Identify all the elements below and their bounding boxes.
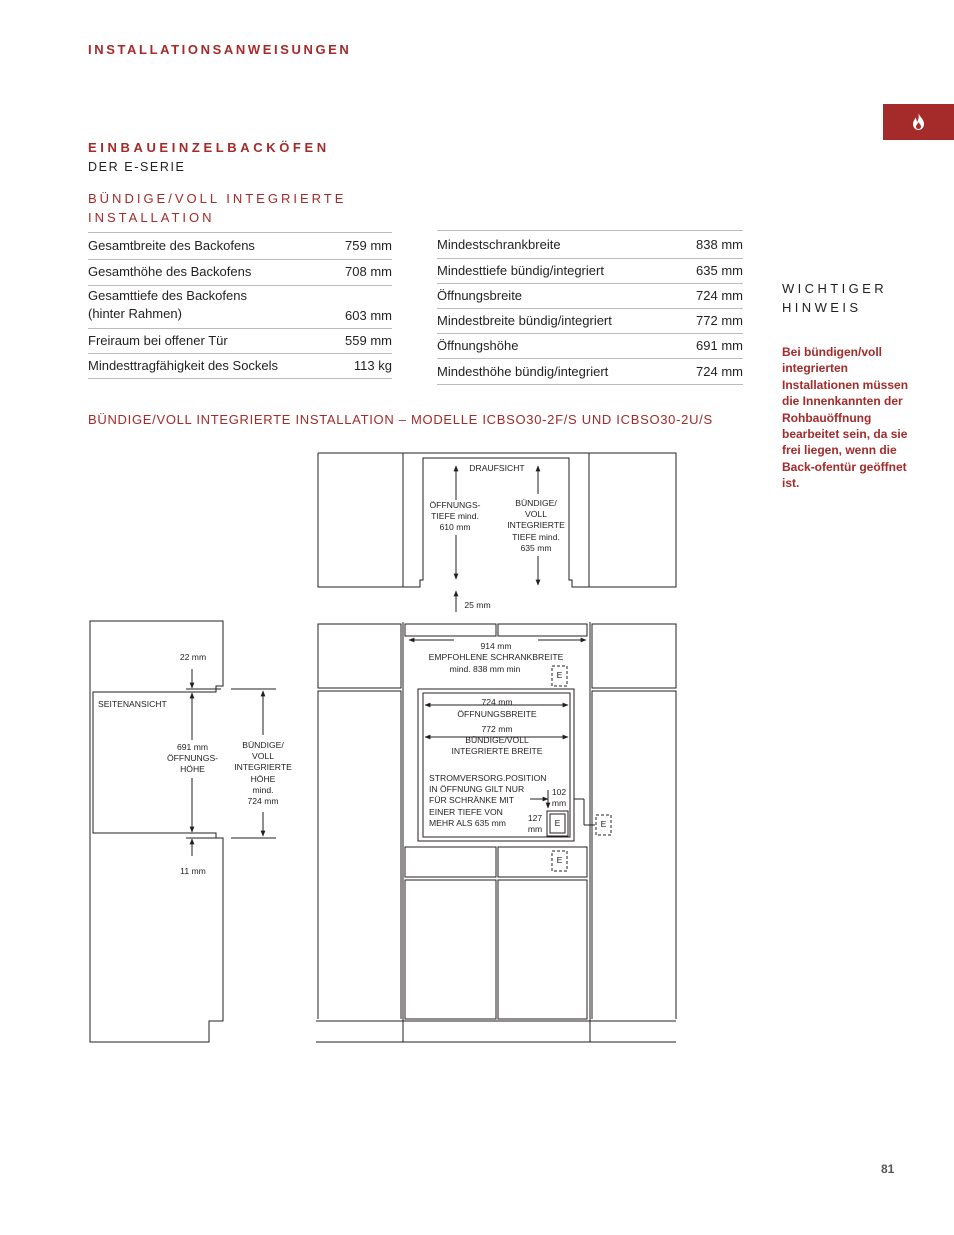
flush-depth-label: BÜNDIGE/ VOLL INTEGRIERTE TIEFE mind. 635 mm <box>507 498 565 553</box>
note-body: Bei bündigen/voll integrierten Installationen müssen die Innenkannten der Rohbauöffnung bearbeitet sein, da sie frei liegen, wenn die Back-ofentür geöffnet ist. <box>782 345 909 491</box>
spec-value: 838 mm <box>678 231 743 259</box>
power-box-label: E <box>556 855 563 865</box>
spec-value: 113 kg <box>332 354 392 379</box>
spec-label: Gesamtbreite des Backofens <box>88 233 332 260</box>
section-subtitle: DER E-SERIE <box>88 160 186 174</box>
gap-25-label: 25 mm <box>464 600 491 610</box>
spec-label: Mindestschrankbreite <box>437 231 678 259</box>
page-number: 81 <box>881 1162 895 1176</box>
dim-102-label: 102 mm <box>551 787 567 809</box>
dim-127-label: 127 mm <box>527 813 543 835</box>
install-title: BÜNDIGE/VOLL INTEGRIERTE INSTALLATION <box>88 191 347 225</box>
side-view <box>90 621 276 1042</box>
spec-value: 691 mm <box>678 334 743 359</box>
spec-label: Gesamthöhe des Backofens <box>88 260 332 286</box>
page-header: INSTALLATIONSANWEISUNGEN <box>88 42 352 57</box>
spec-value: 759 mm <box>332 233 392 260</box>
gap-11-label: 11 mm <box>180 866 206 876</box>
spec-value: 724 mm <box>678 359 743 385</box>
power-box-label: E <box>554 818 561 828</box>
spec-label: Gesamttiefe des Backofens <box>88 288 247 303</box>
opening-width-label: ÖFFNUNGSBREITE <box>457 709 537 719</box>
side-view-label: SEITENANSICHT <box>98 699 167 709</box>
gap-22-label: 22 mm <box>179 652 207 662</box>
opening-depth-label: ÖFFNUNGS- TIEFE mind. 610 mm <box>429 500 481 533</box>
note-heading-line: WICHTIGER <box>782 281 887 296</box>
flush-width-label: BÜNDIGE/VOLL INTEGRIERTE BREITE <box>451 735 543 757</box>
spec-label: Mindesthöhe bündig/integriert <box>437 359 678 385</box>
spec-label: Freiraum bei offener Tür <box>88 329 332 354</box>
cabinet-width-label: EMPFOHLENE SCHRANKBREITE <box>428 652 564 662</box>
diagram-title: BÜNDIGE/VOLL INTEGRIERTE INSTALLATION – MODELLE ICBSO30-2F/S UND ICBSO30-2U/S <box>88 412 713 427</box>
power-box-label: E <box>600 819 607 829</box>
spec-value: 603 mm <box>332 286 392 329</box>
flush-width-dim: 772 mm <box>481 724 513 734</box>
top-view <box>318 453 676 612</box>
opening-height-label: 691 mm ÖFFNUNGS- HÖHE <box>166 742 219 775</box>
spec-label: Mindesttiefe bündig/integriert <box>437 259 678 284</box>
flush-height-label: BÜNDIGE/ VOLL INTEGRIERTE HÖHE mind. 724 mm <box>234 740 292 807</box>
section-title: EINBAUEINZELBACKÖFEN <box>88 140 330 155</box>
spec-label: Öffnungsbreite <box>437 284 678 309</box>
power-position-label: STROMVERSORG.POSITION IN ÖFFNUNG GILT NUR FÜR SCHRÄNKE MIT EINER TIEFE VON MEHR ALS 635 mm <box>429 773 547 828</box>
spec-value: 772 mm <box>678 309 743 334</box>
spec-label: Öffnungshöhe <box>437 334 678 359</box>
spec-value: 724 mm <box>678 284 743 309</box>
spec-value: 708 mm <box>332 260 392 286</box>
spec-value: 635 mm <box>678 259 743 284</box>
cabinet-width-min: mind. 838 mm min <box>449 664 521 674</box>
top-view-label: DRAUFSICHT <box>469 463 525 473</box>
cabinet-width-dim: 914 mm <box>480 641 512 651</box>
spec-value: 559 mm <box>332 329 392 354</box>
power-box-label: E <box>556 670 563 680</box>
spec-label: Mindestbreite bündig/integriert <box>437 309 678 334</box>
spec-label-line2: (hinter Rahmen) <box>88 306 182 321</box>
opening-width-dim: 724 mm <box>481 697 513 707</box>
front-view <box>316 622 676 1042</box>
spec-label: Mindesttragfähigkeit des Sockels <box>88 354 332 379</box>
note-heading-line: HINWEIS <box>782 300 862 315</box>
